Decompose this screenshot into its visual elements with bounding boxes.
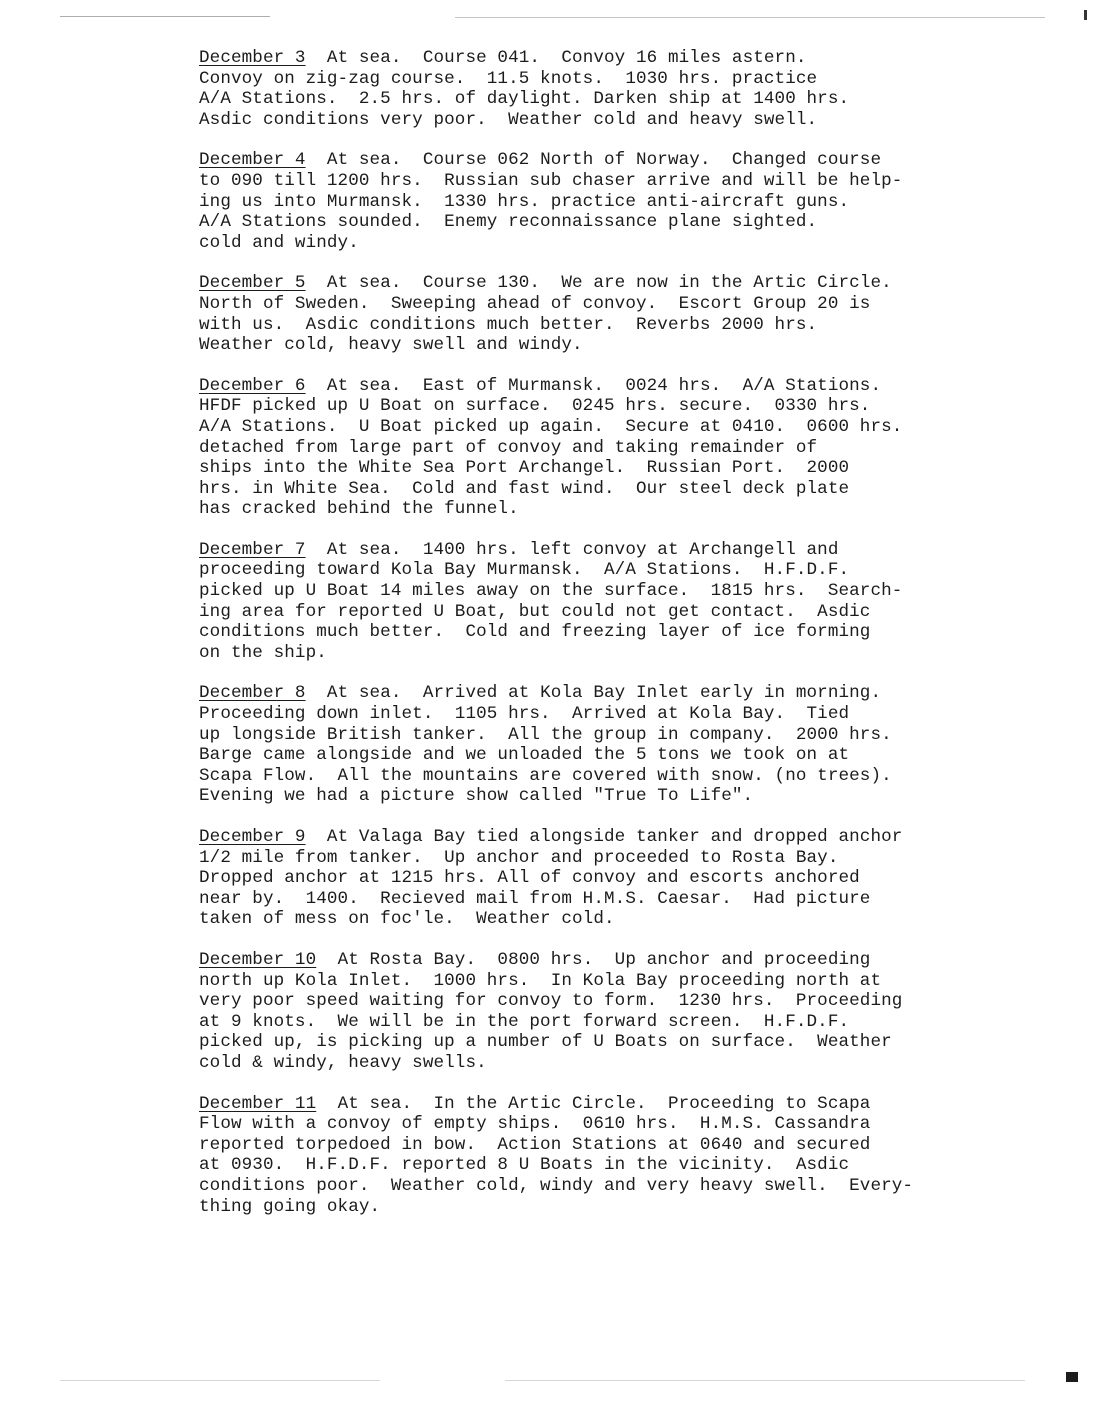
diary-entry: [199, 827, 1079, 930]
entry-text: At Rosta Bay. 0800 hrs. Up anchor and proceeding: [316, 949, 871, 970]
entry-date: December 9: [199, 827, 306, 847]
entry-text-line: A/A Stations sounded. Enemy reconnaissance plane sighted.: [199, 212, 818, 233]
entry-text-line: Flow with a convoy of empty ships. 0610 hrs. H.M.S. Cassandra: [199, 1114, 871, 1135]
entry-text-line: picked up U Boat 14 miles away on the surface. 1815 hrs. Search-: [199, 581, 903, 602]
entry-date: December 8: [199, 683, 306, 704]
scan-mark: [1066, 1372, 1078, 1382]
entry-text-line: taken of mess on foc'le. Weather cold.: [199, 909, 615, 930]
entry-text-line: thing going okay.: [199, 1196, 381, 1217]
scan-edge-line: [60, 16, 270, 17]
entry-text-line: Weather cold, heavy swell and windy.: [199, 335, 583, 356]
entry-text: At sea. 1400 hrs. left convoy at Archangell and: [305, 539, 839, 560]
entry-text-line: conditions poor. Weather cold, windy and very heavy swell. Every-: [199, 1175, 914, 1196]
entry-date: December 10: [199, 949, 317, 970]
entry-text: At sea. Course 130. We are now in the Artic Circle.: [305, 273, 892, 294]
scan-edge-line: [60, 1380, 380, 1381]
entry-text-line: near by. 1400. Recieved mail from H.M.S. Caesar. Had picture: [199, 888, 871, 909]
diary-entry: [199, 950, 1079, 1074]
entry-date: December 6: [199, 375, 306, 396]
entry-text: At Valaga Bay tied alongside tanker and dropped anchor: [305, 827, 903, 847]
diary-entry: [199, 150, 1079, 253]
entry-text-line: Scapa Flow. All the mountains are covered with snow. (no trees).: [199, 765, 892, 786]
scan-edge-line: [505, 1380, 1025, 1381]
entry-date: December 4: [199, 150, 306, 171]
entry-text-line: North of Sweden. Sweeping ahead of convoy. Escort Group 20 is: [199, 293, 871, 314]
entry-text-line: reported torpedoed in bow. Action Stations at 0640 and secured: [199, 1134, 871, 1155]
scan-mark: [1084, 10, 1087, 20]
diary-entry: [199, 683, 1079, 807]
entry-text-line: Barge came alongside and we unloaded the 5 tons we took on at: [199, 745, 850, 766]
diary-entry: [199, 48, 1079, 130]
entry-text-line: conditions much better. Cold and freezing layer of ice forming: [199, 622, 871, 643]
entry-text-line: picked up, is picking up a number of U Boats on surface. Weather: [199, 1032, 892, 1053]
diary-entry: [199, 1094, 1079, 1218]
entry-text-line: to 090 till 1200 hrs. Russian sub chaser arrive and will be help-: [199, 170, 903, 191]
entry-text-line: proceeding toward Kola Bay Murmansk. A/A Stations. H.F.D.F.: [199, 560, 850, 581]
entry-text-line: cold & windy, heavy swells.: [199, 1052, 487, 1073]
entry-date: December 3: [199, 48, 306, 68]
entry-text-line: at 9 knots. We will be in the port forward screen. H.F.D.F.: [199, 1011, 850, 1032]
entry-text-line: Convoy on zig-zag course. 11.5 knots. 1030 hrs. practice: [199, 68, 818, 89]
entry-text-line: with us. Asdic conditions much better. Reverbs 2000 hrs.: [199, 314, 818, 335]
entry-text-line: very poor speed waiting for convoy to form. 1230 hrs. Proceeding: [199, 991, 903, 1012]
entry-text-line: has cracked behind the funnel.: [199, 499, 519, 520]
entry-text-line: up longside British tanker. All the group in company. 2000 hrs.: [199, 724, 892, 745]
entry-text-line: cold and windy.: [199, 232, 359, 253]
entry-text: At sea. In the Artic Circle. Proceeding to Scapa: [316, 1093, 871, 1114]
diary-entry: [199, 376, 1079, 520]
entry-text-line: ing area for reported U Boat, but could not get contact. Asdic: [199, 601, 871, 622]
entry-date: December 5: [199, 273, 306, 294]
entry-text-line: Proceeding down inlet. 1105 hrs. Arrived at Kola Bay. Tied: [199, 704, 850, 725]
entry-text-line: ing us into Murmansk. 1330 hrs. practice anti-aircraft guns.: [199, 191, 850, 212]
entry-text: At sea. Course 062 North of Norway. Changed course: [305, 150, 882, 171]
entry-text-line: ships into the White Sea Port Archangel. Russian Port. 2000: [199, 458, 850, 479]
entry-text-line: at 0930. H.F.D.F. reported 8 U Boats in the vicinity. Asdic: [199, 1155, 850, 1176]
entry-text-line: on the ship.: [199, 642, 327, 663]
entry-text-line: north up Kola Inlet. 1000 hrs. In Kola Bay proceeding north at: [199, 970, 882, 991]
entry-text: At sea. Course 041. Convoy 16 miles astern.: [305, 48, 807, 68]
diary-entry: [199, 273, 1079, 355]
entry-text-line: Asdic conditions very poor. Weather cold and heavy swell.: [199, 109, 818, 130]
entry-text-line: detached from large part of convoy and taking remainder of: [199, 437, 818, 458]
entry-date: December 11: [199, 1093, 317, 1114]
diary-entries: [199, 48, 1079, 1237]
entry-text-line: Dropped anchor at 1215 hrs. All of convoy and escorts anchored: [199, 868, 860, 889]
entry-text-line: Evening we had a picture show called "True To Life".: [199, 786, 754, 807]
entry-text-line: hrs. in White Sea. Cold and fast wind. Our steel deck plate: [199, 478, 850, 499]
entry-text-line: 1/2 mile from tanker. Up anchor and proceeded to Rosta Bay.: [199, 847, 839, 868]
scan-edge-line: [455, 17, 1045, 18]
entry-text-line: HFDF picked up U Boat on surface. 0245 hrs. secure. 0330 hrs.: [199, 396, 871, 417]
entry-text: At sea. Arrived at Kola Bay Inlet early in morning.: [305, 683, 882, 704]
entry-text: At sea. East of Murmansk. 0024 hrs. A/A Stations.: [305, 375, 882, 396]
entry-date: December 7: [199, 539, 306, 560]
diary-entry: [199, 540, 1079, 664]
entry-text-line: A/A Stations. 2.5 hrs. of daylight. Darken ship at 1400 hrs.: [199, 89, 850, 110]
entry-text-line: A/A Stations. U Boat picked up again. Secure at 0410. 0600 hrs.: [199, 416, 903, 437]
